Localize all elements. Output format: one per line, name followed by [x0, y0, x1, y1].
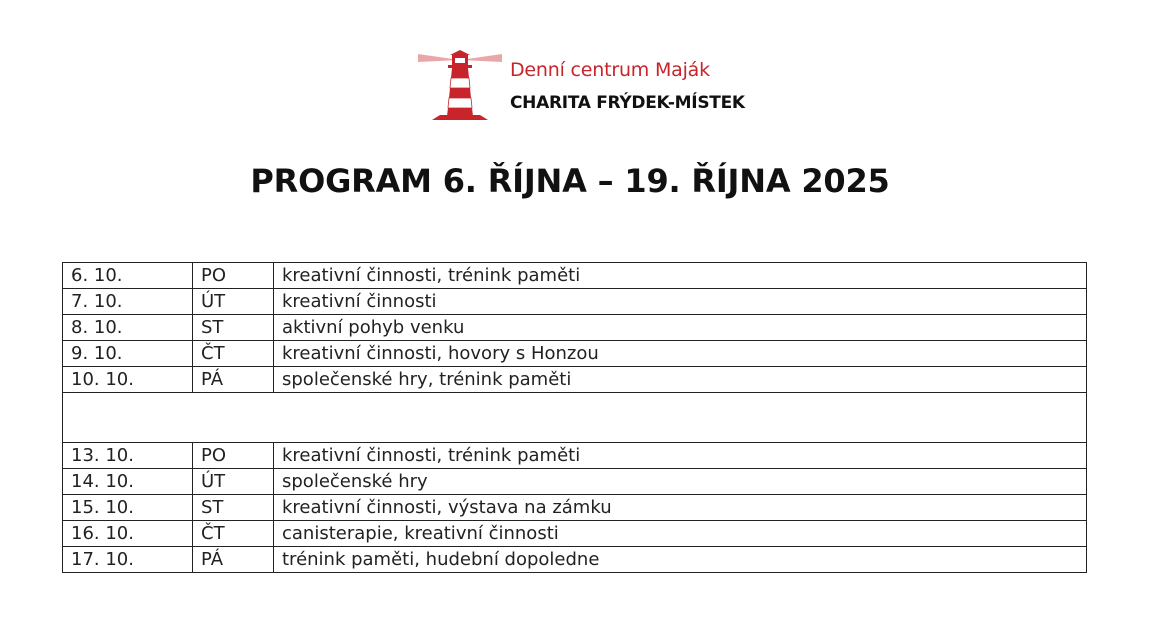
- day-cell: ÚT: [193, 289, 274, 315]
- date-cell: 14. 10.: [63, 469, 193, 495]
- table-row: [63, 521, 1087, 547]
- activity-cell: společenské hry, trénink paměti: [274, 367, 1087, 393]
- activity-cell: společenské hry: [274, 469, 1087, 495]
- activity-cell: aktivní pohyb venku: [274, 315, 1087, 341]
- day-cell: PO: [193, 263, 274, 289]
- activity-cell: kreativní činnosti, hovory s Honzou: [274, 341, 1087, 367]
- activity-cell: canisterapie, kreativní činnosti: [274, 521, 1087, 547]
- day-cell: ST: [193, 315, 274, 341]
- day-cell: PÁ: [193, 547, 274, 573]
- logo: [418, 50, 778, 122]
- date-cell: 9. 10.: [63, 341, 193, 367]
- date-cell: 17. 10.: [63, 547, 193, 573]
- table-row: [63, 495, 1087, 521]
- weekend-spacer-row: [63, 393, 1087, 443]
- table-row: [63, 289, 1087, 315]
- date-cell: 7. 10.: [63, 289, 193, 315]
- program-table: [62, 262, 1087, 573]
- date-cell: 13. 10.: [63, 443, 193, 469]
- activity-cell: kreativní činnosti, trénink paměti: [274, 263, 1087, 289]
- table-row: [63, 367, 1087, 393]
- logo-text-secondary: CHARITA FRÝDEK-MÍSTEK: [510, 93, 745, 113]
- activity-cell: kreativní činnosti: [274, 289, 1087, 315]
- spacer-cell: [63, 393, 1087, 443]
- day-cell: ČT: [193, 341, 274, 367]
- activity-cell: kreativní činnosti, trénink paměti: [274, 443, 1087, 469]
- date-cell: 16. 10.: [63, 521, 193, 547]
- lighthouse-icon: [418, 50, 502, 122]
- day-cell: PO: [193, 443, 274, 469]
- activity-cell: kreativní činnosti, výstava na zámku: [274, 495, 1087, 521]
- date-cell: 10. 10.: [63, 367, 193, 393]
- table-row: [63, 263, 1087, 289]
- table-row: [63, 469, 1087, 495]
- table-row: [63, 341, 1087, 367]
- page-title: PROGRAM 6. ŘÍJNA – 19. ŘÍJNA 2025: [250, 162, 890, 200]
- table-row: [63, 315, 1087, 341]
- date-cell: 15. 10.: [63, 495, 193, 521]
- table-row: [63, 547, 1087, 573]
- day-cell: ST: [193, 495, 274, 521]
- day-cell: ČT: [193, 521, 274, 547]
- date-cell: 8. 10.: [63, 315, 193, 341]
- date-cell: 6. 10.: [63, 263, 193, 289]
- day-cell: ÚT: [193, 469, 274, 495]
- logo-text-primary: Denní centrum Maják: [510, 59, 710, 81]
- day-cell: PÁ: [193, 367, 274, 393]
- table-row: [63, 443, 1087, 469]
- activity-cell: trénink paměti, hudební dopoledne: [274, 547, 1087, 573]
